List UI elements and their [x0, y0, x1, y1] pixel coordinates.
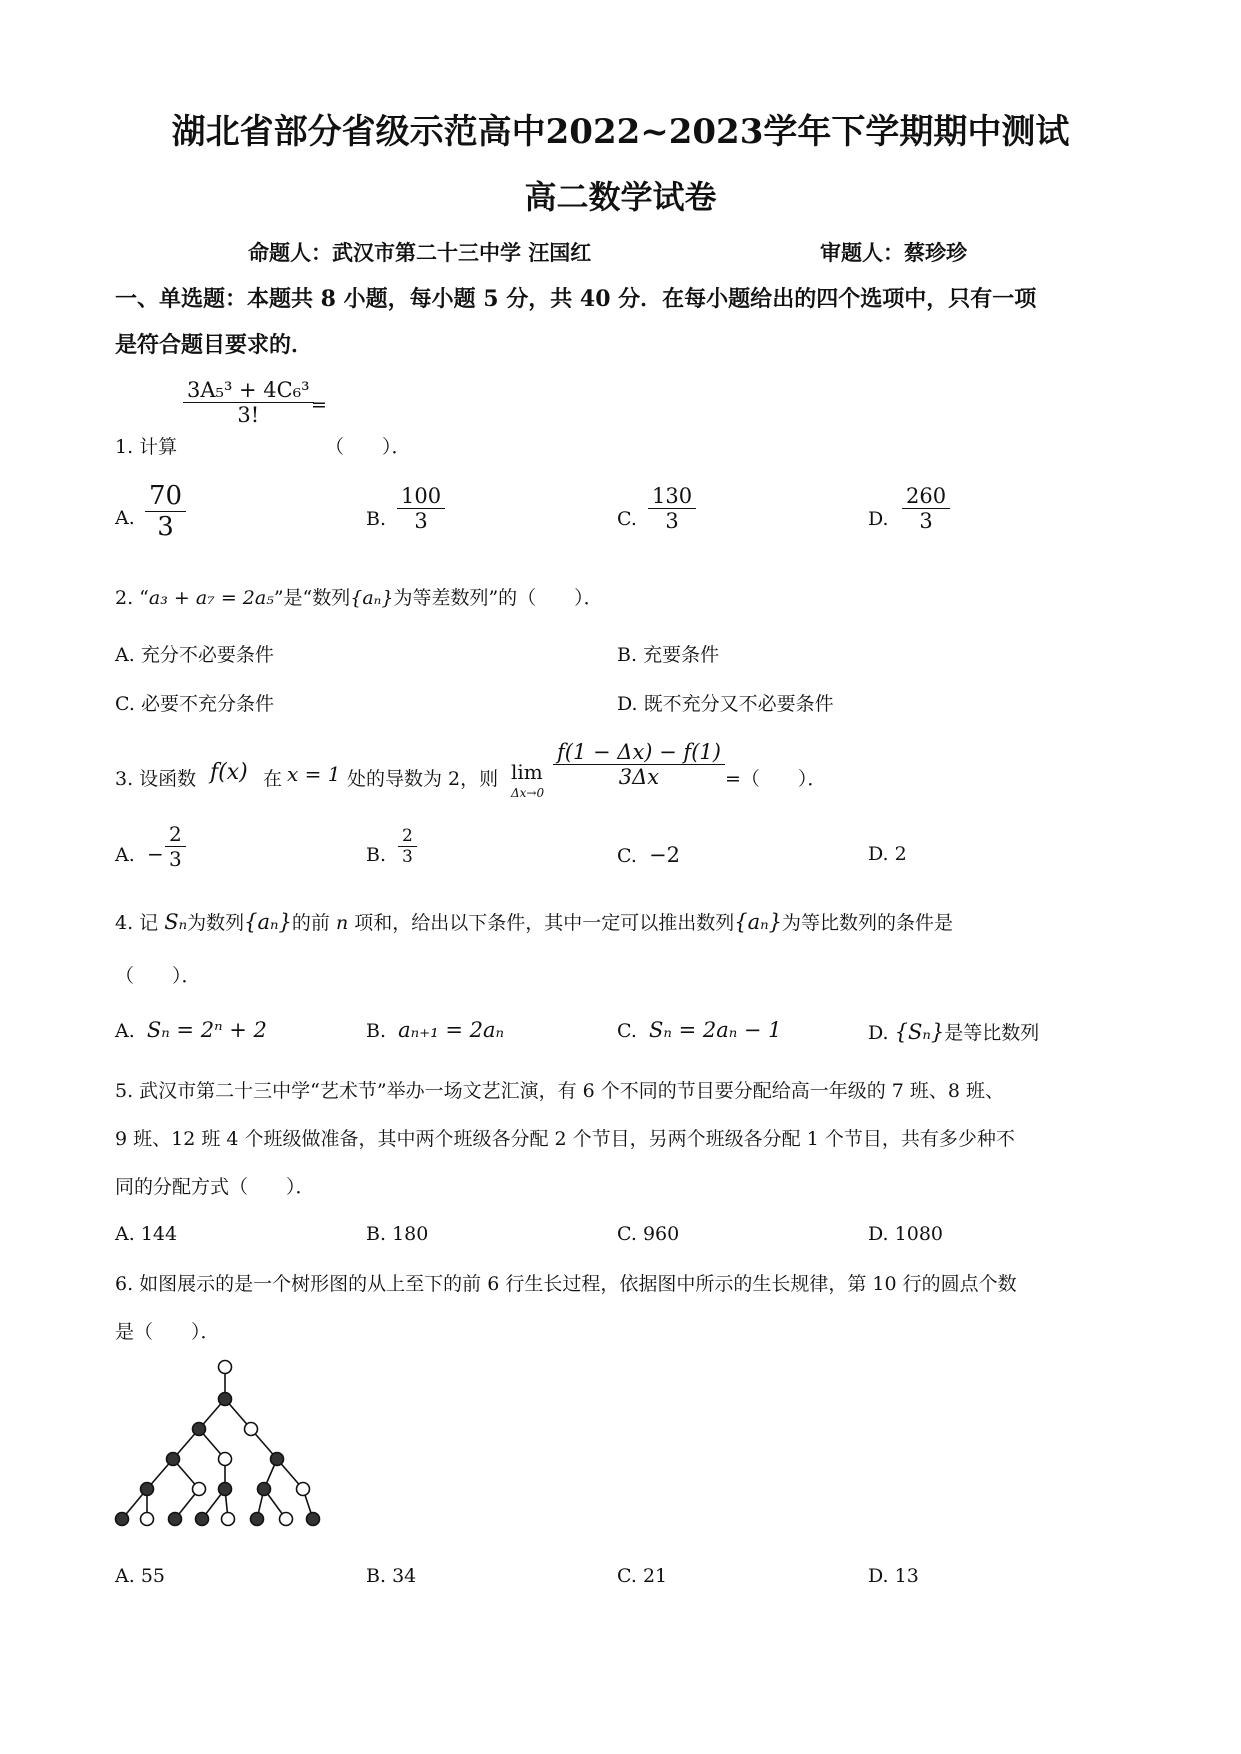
- q2-option-c: C. 必要不充分条件: [115, 693, 274, 715]
- q1-suffix: （ ）．: [325, 436, 411, 458]
- tree-node-hollow: [193, 1483, 206, 1496]
- q4-option-a: A. Sₙ = 2ⁿ + 2: [115, 1018, 267, 1042]
- tree-node-hollow: [219, 1361, 232, 1374]
- question-6-line2: 是（ ）．: [115, 1321, 220, 1343]
- section-heading-line1: 一、单选题：本题共 8 小题，每小题 5 分，共 40 分．在每小题给出的四个选项中，只有一项: [115, 286, 1037, 312]
- q3-option-b-fraction: $\frac{2}{3}$: [398, 826, 417, 867]
- q1-option-c-fraction: $\frac{130}{3}$: [648, 484, 696, 533]
- exam-subtitle: 高二数学试卷: [524, 178, 717, 216]
- q1-numerator: 3A₅³ + 4C₆³: [183, 378, 314, 403]
- tree-edges: [122, 1367, 313, 1519]
- q2-sequence: {aₙ}: [350, 587, 394, 609]
- tree-node-solid: [169, 1513, 182, 1526]
- author-line: [248, 237, 967, 267]
- question-2: 2. “a₃ + a₇ = 2a₅”是“数列{aₙ}为等差数列”的（ ）．: [115, 587, 603, 609]
- q2-formula: a₃ + a₇ = 2a₅: [148, 587, 274, 609]
- tree-node-hollow: [141, 1513, 154, 1526]
- tree-node-solid: [258, 1483, 271, 1496]
- q1-option-a-fraction: $\frac{70}{3}$: [145, 481, 186, 542]
- q1-denominator: 3!: [237, 403, 260, 427]
- question-3: 3. 设函数 f(x) 在 x = 1 处的导数为 2，则 lim Δx→0 $\frac{f(1 - \Delta x) - f(1)}{3\Delta x}$ =（ ）．: [115, 740, 827, 800]
- q3-function: f(x): [210, 760, 248, 785]
- tree-node-solid: [251, 1513, 264, 1526]
- q3-lim: lim: [511, 760, 543, 784]
- q3-option-a-fraction: $\frac{2}{3}$: [165, 822, 186, 871]
- q5-option-a: A. 144: [115, 1223, 178, 1245]
- tree-node-hollow: [245, 1423, 258, 1436]
- tree-node-solid: [196, 1513, 209, 1526]
- q3-condition: x = 1: [287, 762, 341, 786]
- question-4-line2: （ ）．: [115, 965, 201, 987]
- q4-sn: Sₙ: [164, 910, 188, 934]
- question-5-line1: 5. 武汉市第二十三中学“艺术节”举办一场文艺汇演，有 6 个不同的节目要分配给高一年级的 7 班、8 班、: [115, 1080, 1005, 1102]
- section-heading: [115, 276, 1145, 368]
- q5-option-c: C. 960: [617, 1223, 680, 1245]
- q6-option-a: A. 55: [115, 1565, 165, 1587]
- q2-option-a: A. 充分不必要条件: [115, 644, 274, 666]
- question-5-line3: 同的分配方式（ ）．: [115, 1176, 315, 1198]
- q4-sequence: {aₙ}: [244, 910, 292, 934]
- author: 命题人：武汉市第二十三中学 汪国红: [248, 240, 592, 265]
- exam-title: 湖北省部分省级示范高中2022~2023学年下学期期中测试: [171, 112, 1070, 152]
- q4-option-d: D. {Sₙ}是等比数列: [868, 1020, 1040, 1044]
- tree-node-hollow: [297, 1483, 310, 1496]
- reviewer: 审题人：蔡珍珍: [820, 240, 967, 265]
- tree-node-hollow: [222, 1513, 235, 1526]
- q1-prefix: 1. 计算: [115, 436, 178, 458]
- tree-node-hollow: [280, 1513, 293, 1526]
- q6-option-d: D. 13: [868, 1565, 919, 1587]
- tree-node-solid: [219, 1393, 232, 1406]
- q4-sequence-2: {aₙ}: [734, 910, 783, 934]
- q3-option-d: D. 2: [868, 843, 907, 865]
- q6-option-b: B. 34: [366, 1565, 417, 1587]
- q1-option-d-fraction: $\frac{260}{3}$: [902, 484, 950, 533]
- section-heading-line2: 是符合题目要求的．: [115, 332, 314, 358]
- tree-node-solid: [141, 1483, 154, 1496]
- tree-diagram: [110, 1355, 350, 1545]
- tree-node-hollow: [219, 1453, 232, 1466]
- tree-node-solid: [219, 1483, 232, 1496]
- q1-option-b-fraction: $\frac{100}{3}$: [397, 484, 445, 533]
- q1-fraction: [183, 378, 314, 427]
- q3-option-c: C. −2: [617, 843, 680, 867]
- question-6-line1: 6. 如图展示的是一个树形图的从上至下的前 6 行生长过程，依据图中所示的生长规律，第 10 行的圆点个数: [115, 1273, 1017, 1295]
- q1-equals: =: [311, 394, 327, 416]
- question-4: 4. 记 Sₙ为数列{aₙ}的前 n 项和，给出以下条件，其中一定可以推出数列{aₙ}为等比数列的条件是: [115, 910, 954, 934]
- tree-node-solid: [116, 1513, 129, 1526]
- tree-node-solid: [271, 1453, 284, 1466]
- q3-fraction: $\frac{f(1 - \Delta x) - f(1)}{3\Delta x}$: [553, 740, 725, 789]
- tree-node-solid: [307, 1513, 320, 1526]
- q5-option-d: D. 1080: [868, 1223, 944, 1245]
- q5-option-b: B. 180: [366, 1223, 429, 1245]
- q2-option-b: B. 充要条件: [617, 644, 720, 666]
- question-5-line2: 9 班、12 班 4 个班级做准备，其中两个班级各分配 2 个节目，另两个班级各分配 1 个节目，共有多少种不: [115, 1128, 1015, 1150]
- exam-page: 湖北省部分省级示范高中2022~2023学年下学期期中测试 高二数学试卷 命题人：武汉市第二十三中学 汪国红 审题人：蔡珍珍 一、单选题：本题共 8 小题，每小题 5 分，共 40 分．在每小题给出的四个选项中，只有一项 是符合题目要求的． 1. 计算 $\frac{\text{3A₅³ + 4C₆³}}{3!}$ = （ ）． A. $\frac{70}{3}$ B. $\frac{100}{3}$ C. $\frac{130}{3}$ D. $\frac{260}{3}$ 2. “a₃ + a₇ = 2a₅”是“数列{aₙ}为等差数列”的（ ）． A. 充分不必要条件 B. 充要条件 C. 必要不充分条件 D. 既不充分又不必要条件 3. 设函数 f(x) 在 x = 1 处的导数为 2，则 lim Δx→0 $\frac{f(1 - \Delta x) - f(1)}{3\Delta x}$ =（ ）． A. − $\frac{2}{3}$ B. $\frac{2}{3}$ C. −2 D. 2 4. 记 Sₙ为数列{aₙ}的前 n 项和，给出以下条件，其中一定可以推出数列{aₙ}为等比数列的条件是 （ ）． A. Sₙ = 2ⁿ + 2 B. aₙ₊₁ = 2aₙ C. Sₙ = 2aₙ − 1 D. {Sₙ}是等比数列 5. 武汉市第二十三中学“艺术节”举办一场文艺汇演，有 6 个不同的节目要分配给高一年级的 7 班、8 班、 9 班、12 班 4 个班级做准备，其中两个班级各分配 2 个节目，另两个班级各分配 1 个节目，共有多少种不 同的分配方式（ ）． A. 144 B. 180 C. 960 D. 1080 6. 如图展示的是一个树形图的从上至下的前 6 行生长过程，依据图中所示的生长规律，第 10 行的圆点个数 是（ ）． A. 55 B. 34 C. 21 D. 13: [0, 0, 1241, 1754]
- tree-node-solid: [193, 1423, 206, 1436]
- q2-option-d: D. 既不充分又不必要条件: [617, 693, 834, 715]
- q6-option-c: C. 21: [617, 1565, 668, 1587]
- tree-node-solid: [167, 1453, 180, 1466]
- q4-option-c: C. Sₙ = 2aₙ − 1: [617, 1018, 782, 1042]
- q4-n: n: [335, 912, 349, 934]
- tree-nodes: [116, 1361, 320, 1526]
- q3-lim-sub: Δx→0: [511, 786, 545, 800]
- q4-option-b: B. aₙ₊₁ = 2aₙ: [366, 1018, 504, 1042]
